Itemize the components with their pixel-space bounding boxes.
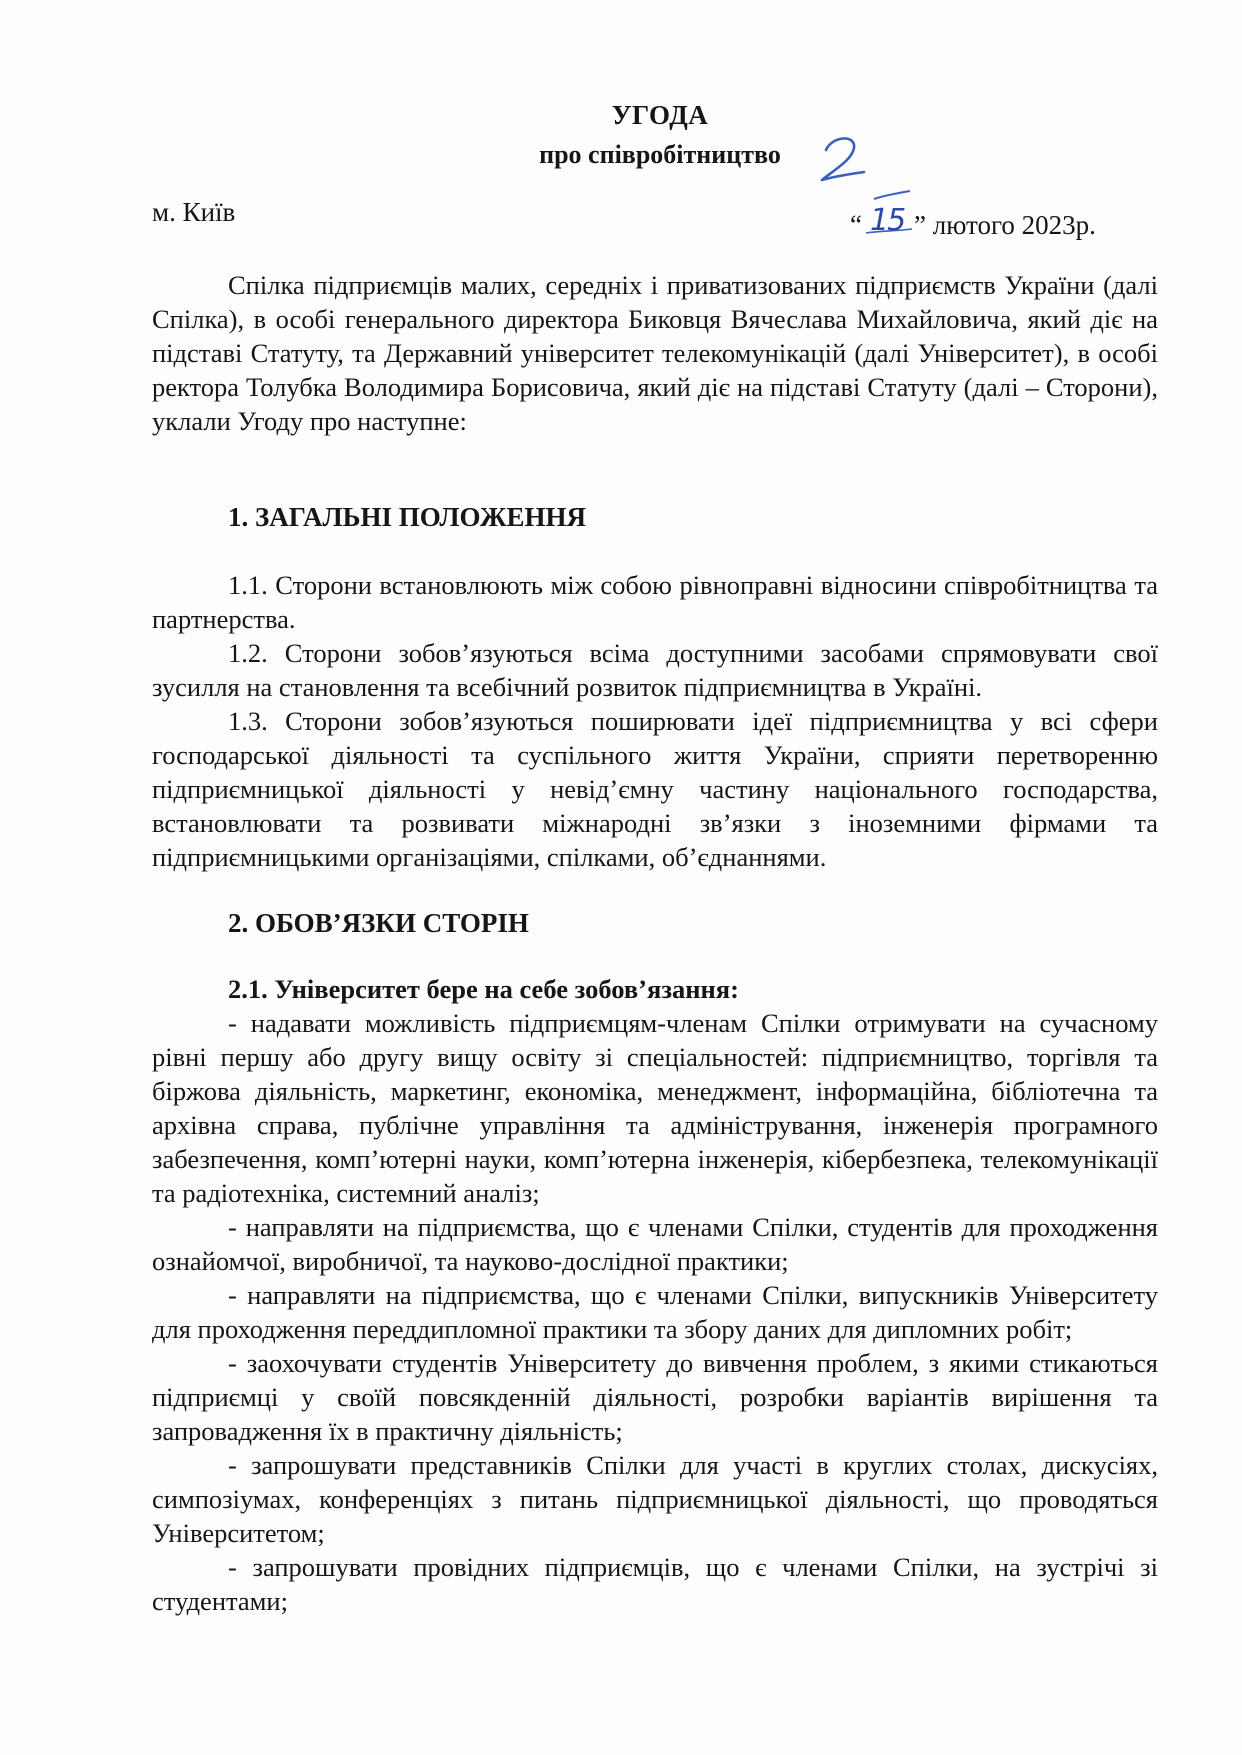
clause-1-3: 1.3. Сторони зобов’язуються поширювати ідеї підприємництва у всі сфери господарської діяльності та суспільного життя України, сприяти перетворенню підприємницької діяльності у невід’ємну частину національного господарства, встановлювати та розвивати міжнародні зв’язки з іноземними фірмами та підприємницькими організаціями, спілками, об’єднаннями. — [152, 706, 1158, 872]
section-2-heading: 2. ОБОВ’ЯЗКИ СТОРІН — [228, 908, 529, 938]
intro-paragraph: Спілка підприємців малих, середніх і приватизованих підприємств України (далі Спілка), в особі генерального директора Биковця Вячеслава Михайловича, який діє на підставі Статуту, та Державний університет телекомунікацій (далі Університет), в особі ректора Толубка Володимира Борисовича, який діє на підставі Статуту (далі – Сторони), уклали Угоду про наступне: — [152, 270, 1158, 436]
date-close-quote: ” — [913, 210, 926, 240]
intro-paragraph-block — [152, 268, 1158, 438]
date-month-year: лютого 2023р. — [932, 210, 1096, 240]
document-date — [850, 203, 1096, 241]
document-subtitle: про співробітництво — [539, 140, 781, 169]
obligation-item: - надавати можливість підприємцям-членам Спілки отримувати на сучасному рівні першу або другу вищу освіту зі спеціальностей: підприємництво, торгівля та біржова діяльність, маркетинг, економіка, менеджмент, інформаційна, бібліотечна та архівна справа, публічне управління та адміністрування, інженерія програмного забезпечення, комп’ютерні науки, комп’ютерна інженерія, кібербезпека, телекомунікації та радіотехніка, системний аналіз; — [152, 1008, 1158, 1208]
obligation-item: - запрошувати представників Спілки для участі в круглих столах, дискусіях, симпозіумах, конференціях з питань підприємницької діяльності, що проводяться Університетом; — [152, 1450, 1158, 1548]
document-title: УГОДА — [611, 100, 709, 130]
clause-1-2: 1.2. Сторони зобов’язуються всіма доступними засобами спрямовувати свої зусилля на становлення та всебічний розвиток підприємництва в Україні. — [152, 638, 1158, 702]
clause-2-1-heading: 2.1. Університет бере на себе зобов’язання: — [228, 974, 739, 1004]
date-open-quote: “ — [850, 210, 862, 240]
obligation-item: - направляти на підприємства, що є членами Спілки, випускників Університету для проходження переддипломної практики та збору даних для дипломних робіт; — [152, 1280, 1158, 1344]
obligation-item: - направляти на підприємства, що є членами Спілки, студентів для проходження ознайомчої, виробничої, та науково-дослідної практики; — [152, 1212, 1158, 1276]
section-1-heading: 1. ЗАГАЛЬНІ ПОЛОЖЕННЯ — [228, 502, 587, 532]
date-day-handwritten — [862, 203, 914, 241]
handwritten-number-2 — [812, 128, 872, 188]
document-city: м. Київ — [152, 197, 236, 227]
obligation-item: - запрошувати провідних підприємців, що є членами Спілки, на зустрічі зі студентами; — [152, 1552, 1158, 1616]
date-day-text: 15 — [869, 203, 905, 238]
clause-1-1: 1.1. Сторони встановлюють між собою рівноправні відносини співробітництва та партнерства. — [152, 570, 1158, 634]
section-2-body — [152, 972, 1158, 1618]
section-1-body — [152, 568, 1158, 874]
obligation-item: - заохочувати студентів Університету до вивчення проблем, з якими стикаються підприємці у своїй повсякденній діяльності, розробки варіантів вирішення та запровадження їх в практичну діяльність; — [152, 1348, 1158, 1446]
